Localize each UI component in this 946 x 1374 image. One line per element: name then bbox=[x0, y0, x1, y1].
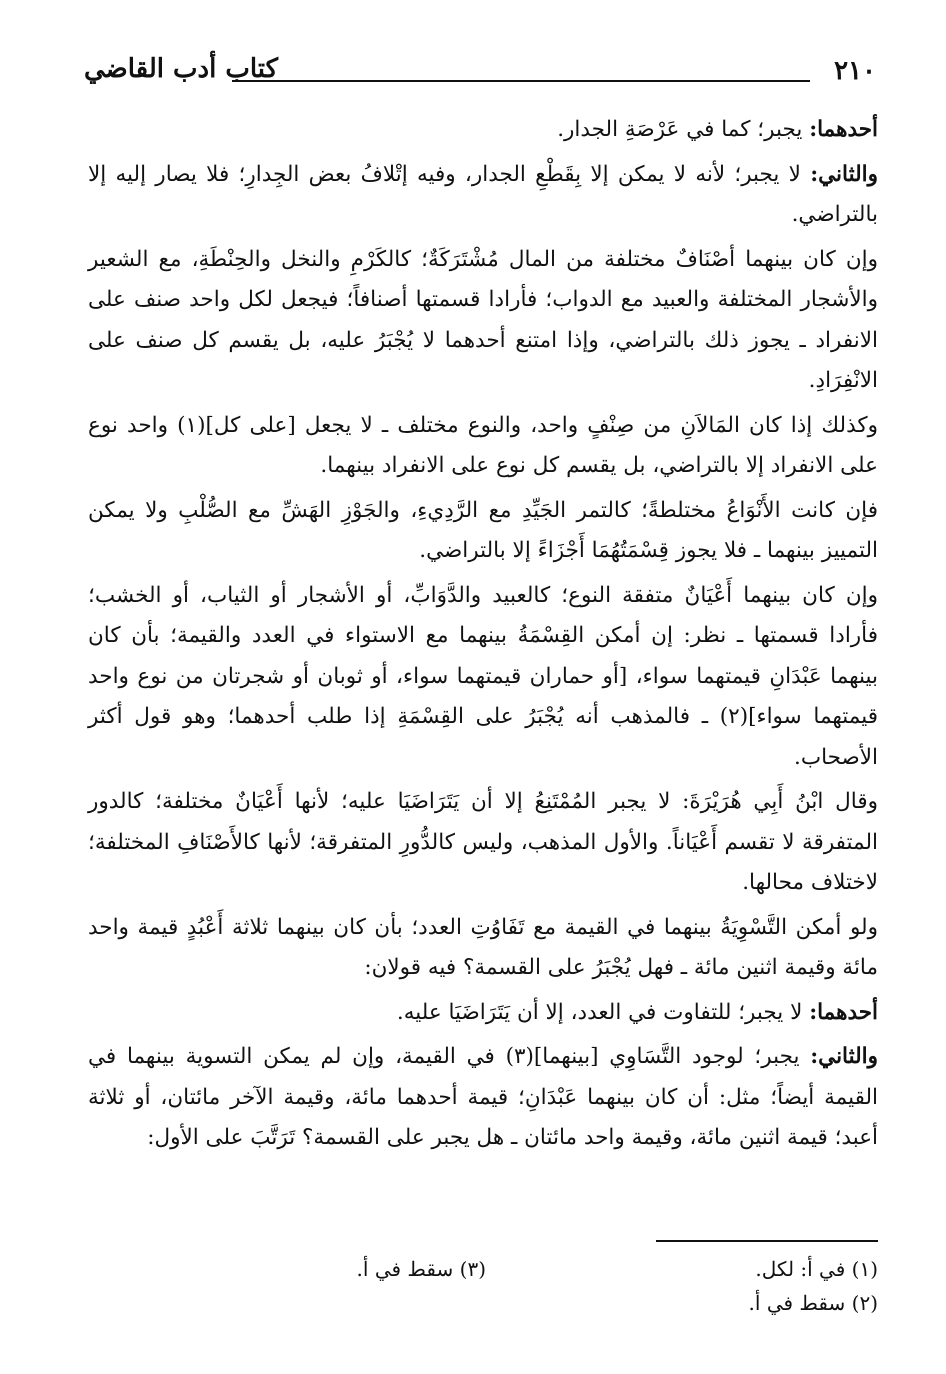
paragraph-lead: أحدهما: bbox=[809, 117, 878, 142]
paragraph bbox=[88, 782, 878, 904]
paragraph-text: فإن كانت الأَنْوَاعُ مختلطةً؛ كالتمر الجَيِّدِ مع الرَّدِيءِ، والجَوْزِ الهَشِّ مع الصُّلْبِ ولا يمكن التمييز بينهما ـ فلا يجوز قِسْمَتُهُمَا أَجْزَاءً إلا بالتراضي. bbox=[88, 497, 878, 563]
paragraph-text: لا يجبر؛ لأنه لا يمكن إلا بِقَطْعِ الجدار، وفيه إتْلافُ بعض الجِدارِ؛ فلا يصار إليه إلا بالتراضي. bbox=[88, 161, 878, 227]
paragraph-text: ولو أمكن التَّسْوِيَةُ بينهما في القيمة مع تَفَاوُتِ العدد؛ بأن كان بينهما ثلاثة أَعْبُدٍ قيمة واحد مائة وقيمة اثنين مائة ـ فهل يُجْبَرُ على القسمة؟ فيه قولان: bbox=[88, 914, 878, 980]
paragraph-text: وكذلك إذا كان المَالاَنِ من صِنْفٍ واحد، والنوع مختلف ـ لا يجعل [على كل](١) واحد نوع على الانفراد إلا بالتراضي، بل يقسم كل نوع على الانفراد بينهما. bbox=[88, 412, 878, 478]
paragraph bbox=[88, 406, 878, 487]
footnote-2: (٢) سقط في أ. bbox=[748, 1291, 878, 1315]
paragraph-lead: أحدهما: bbox=[809, 999, 878, 1025]
paragraph-text: وقال ابْنُ أَبِي هُرَيْرَةَ: لا يجبر المُمْتَنِعُ إلا أن يَتَرَاضَيَا عليه؛ لأنها أَعْيَانٌ مختلفة؛ كالدور المتفرقة لا تقسم أَعْيَاناً. والأول المذهب، وليس كالدُّورِ المتفرقة؛ لأنها كالأَصْنَافِ المختلفة؛ لاختلاف محالها. bbox=[88, 789, 878, 895]
paragraph-text: يجبر؛ لوجود التَّسَاوِي [بينهما](٣) في القيمة، وإن لم يمكن التسوية بينهما في القيمة أيضاً؛ مثل: أن كان بينهما عَبْدَانِ؛ قيمة أحدهما مائة، وقيمة الآخر مائتان، أو ثلاثة أعبد؛ قيمة اثنين مائة، وقيمة واحد مائتان ـ هل يجبر على القسمة؟ تَرَتَّبَ على الأول: bbox=[88, 1044, 878, 1150]
paragraph-text: وإن كان بينهما أَعْيَانٌ متفقة النوع؛ كالعبيد والدَّوَابِّ، أو الأشجار أو الثياب، أو الخشب؛ فأرادا قسمتها ـ نظر: إن أمكن القِسْمَةُ بينهما مع الاستواء في العدد والقيمة؛ بأن كان بينهما عَبْدَانِ قيمتهما سواء، [أو حماران قيمتهما سواء، أو ثوبان أو شجرتان من نوع واحد قيمتهما سواء](٢) ـ فالمذهب أنه يُجْبَرُ على القِسْمَةِ إذا طلب أحدهما؛ وهو قول أكثر الأصحاب. bbox=[88, 582, 878, 770]
footnote-1: (١) في أ: لكل. bbox=[755, 1257, 878, 1281]
paragraph bbox=[88, 993, 878, 1034]
running-title: كتاب أدب القاضي bbox=[84, 54, 278, 84]
footnote-rule bbox=[656, 1240, 878, 1242]
page-number: ٢١٠ bbox=[834, 56, 876, 86]
paragraph bbox=[88, 1037, 878, 1159]
paragraph bbox=[88, 908, 878, 989]
paragraph-lead: والثاني: bbox=[810, 161, 878, 187]
paragraph bbox=[88, 491, 878, 572]
paragraph bbox=[88, 110, 878, 151]
paragraph bbox=[88, 240, 878, 402]
paragraph-text: وإن كان بينهما أصْنَافٌ مختلفة من المال مُشْتَرَكَةٌ؛ كالكَرْمِ والنخل والحِنْطَةِ، مع الشعير والأشجار المختلفة والعبيد مع الدواب؛ فأرادا قسمتها أصنافاً؛ فيجعل لكل واحد صنف على الانفراد ـ يجوز ذلك بالتراضي، وإذا امتنع أحدهما لا يُجْبَرُ عليه، بل يقسم كل صنف على الانْفِرَادِ. bbox=[88, 246, 878, 393]
main-text bbox=[88, 110, 878, 1163]
paragraph bbox=[88, 155, 878, 236]
paragraph-text: لا يجبر؛ للتفاوت في العدد، إلا أن يَتَرَاضَيَا عليه. bbox=[396, 999, 810, 1025]
paragraph bbox=[88, 576, 878, 779]
header-rule bbox=[232, 80, 810, 82]
footnotes bbox=[84, 1252, 878, 1332]
footnote-3: (٣) سقط في أ. bbox=[356, 1257, 486, 1281]
paragraph-lead: والثاني: bbox=[810, 1044, 879, 1069]
paragraph-text: يجبر؛ كما في عَرْصَةِ الجدار. bbox=[557, 117, 810, 142]
page-header bbox=[84, 52, 876, 102]
